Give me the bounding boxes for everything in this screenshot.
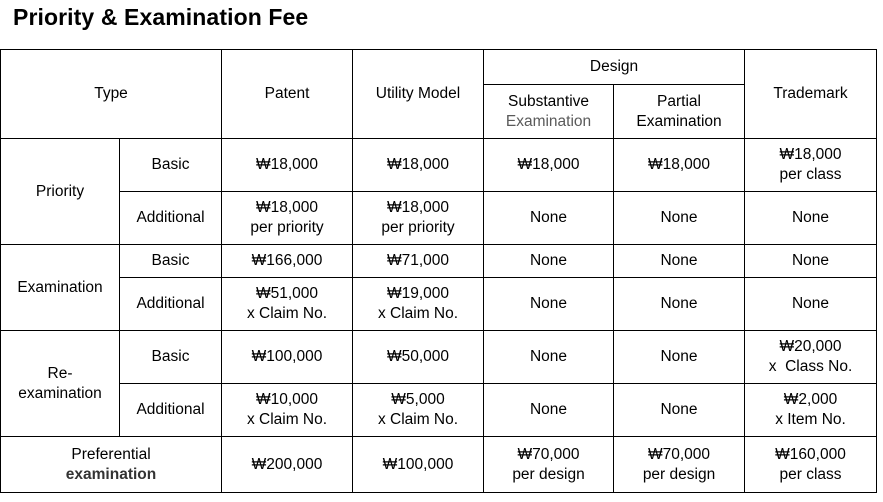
table-row [1,139,877,192]
cell-partial [614,437,745,493]
cell-substantive: None [484,278,614,331]
cell-substantive: ₩18,000 [484,139,614,192]
cell-partial: None [614,278,745,331]
group-reexam-line-2: examination [18,384,102,402]
group-preferential-line-1: Preferential [71,445,151,463]
group-examination: Examination [1,245,120,331]
header-row-1 [1,50,877,85]
group-preferential-examination [1,437,222,493]
header-partial-line-1: Partial [657,92,701,110]
cell-line: per class [779,465,842,483]
cell-substantive: None [484,192,614,245]
group-reexam-line-1: Re- [47,364,73,382]
cell-trademark: None [745,278,877,331]
cell-partial: None [614,192,745,245]
table-row [1,278,877,331]
cell-trademark [745,437,877,493]
group-priority: Priority [1,139,120,245]
cell-line: per class [779,166,842,183]
cell-utility: ₩18,000 [353,139,484,192]
cell-line: ₩70,000 [647,445,711,463]
cell-line: ₩51,000 [255,285,319,302]
cell-utility [353,278,484,331]
cell-partial: None [614,331,745,384]
cell-partial: None [614,245,745,278]
cell-line: ₩2,000 [783,391,838,408]
cell-trademark [745,384,877,437]
cell-line: ₩18,000 [779,146,842,163]
cell-patent: ₩18,000 [222,139,353,192]
cell-utility: ₩50,000 [353,331,484,384]
group-reexamination [1,331,120,437]
cell-line: per priority [250,219,324,236]
cell-line: x Claim No. [377,411,459,428]
cell-line: per design [642,465,716,483]
cell-patent [222,192,353,245]
cell-patent: ₩166,000 [222,245,353,278]
cell-partial: None [614,384,745,437]
header-design: Design [484,50,745,85]
cell-partial: ₩18,000 [614,139,745,192]
header-substantive-line-2: Examination [505,112,592,130]
header-partial-examination [614,85,745,139]
header-type: Type [1,50,222,139]
table-row [1,437,877,493]
cell-utility: ₩100,000 [353,437,484,493]
cell-trademark: None [745,245,877,278]
cell-patent: ₩200,000 [222,437,353,493]
cell-line: x Claim No. [246,411,328,428]
cell-line: ₩19,000 [386,285,450,302]
cell-utility [353,384,484,437]
table-row [1,384,877,437]
cell-substantive: None [484,331,614,384]
header-partial-line-2: Examination [636,112,722,130]
subtype-basic: Basic [120,331,222,384]
cell-line: per priority [381,219,455,236]
cell-utility: ₩71,000 [353,245,484,278]
subtype-additional: Additional [120,384,222,437]
cell-line: ₩18,000 [255,199,319,216]
subtype-basic: Basic [120,245,222,278]
table-row [1,331,877,384]
cell-line: x Class No. [768,358,853,375]
header-substantive-examination [484,85,614,139]
cell-substantive: None [484,384,614,437]
cell-line: x Item No. [775,411,846,428]
subtype-basic: Basic [120,139,222,192]
header-patent: Patent [222,50,353,139]
cell-line: x Claim No. [246,305,328,322]
cell-line: per design [512,465,585,483]
cell-trademark [745,331,877,384]
page-title: Priority & Examination Fee [13,4,309,30]
fee-table [0,49,877,493]
cell-patent: ₩100,000 [222,331,353,384]
subtype-additional: Additional [120,278,222,331]
cell-trademark [745,139,877,192]
cell-line: ₩5,000 [391,391,445,408]
cell-line: ₩160,000 [775,445,846,463]
cell-patent [222,278,353,331]
header-substantive-line-1: Substantive [508,92,590,110]
cell-patent [222,384,353,437]
cell-substantive: None [484,245,614,278]
table-row [1,245,877,278]
cell-substantive [484,437,614,493]
subtype-additional: Additional [120,192,222,245]
cell-line: ₩18,000 [386,199,450,216]
cell-line: ₩70,000 [517,445,580,463]
cell-utility [353,192,484,245]
cell-line: ₩20,000 [779,338,842,355]
cell-line: x Claim No. [377,305,459,322]
header-utility-model: Utility Model [353,50,484,139]
header-trademark: Trademark [745,50,877,139]
cell-line: ₩10,000 [255,391,319,408]
cell-trademark: None [745,192,877,245]
group-preferential-line-2: examination [65,465,157,483]
table-row [1,192,877,245]
